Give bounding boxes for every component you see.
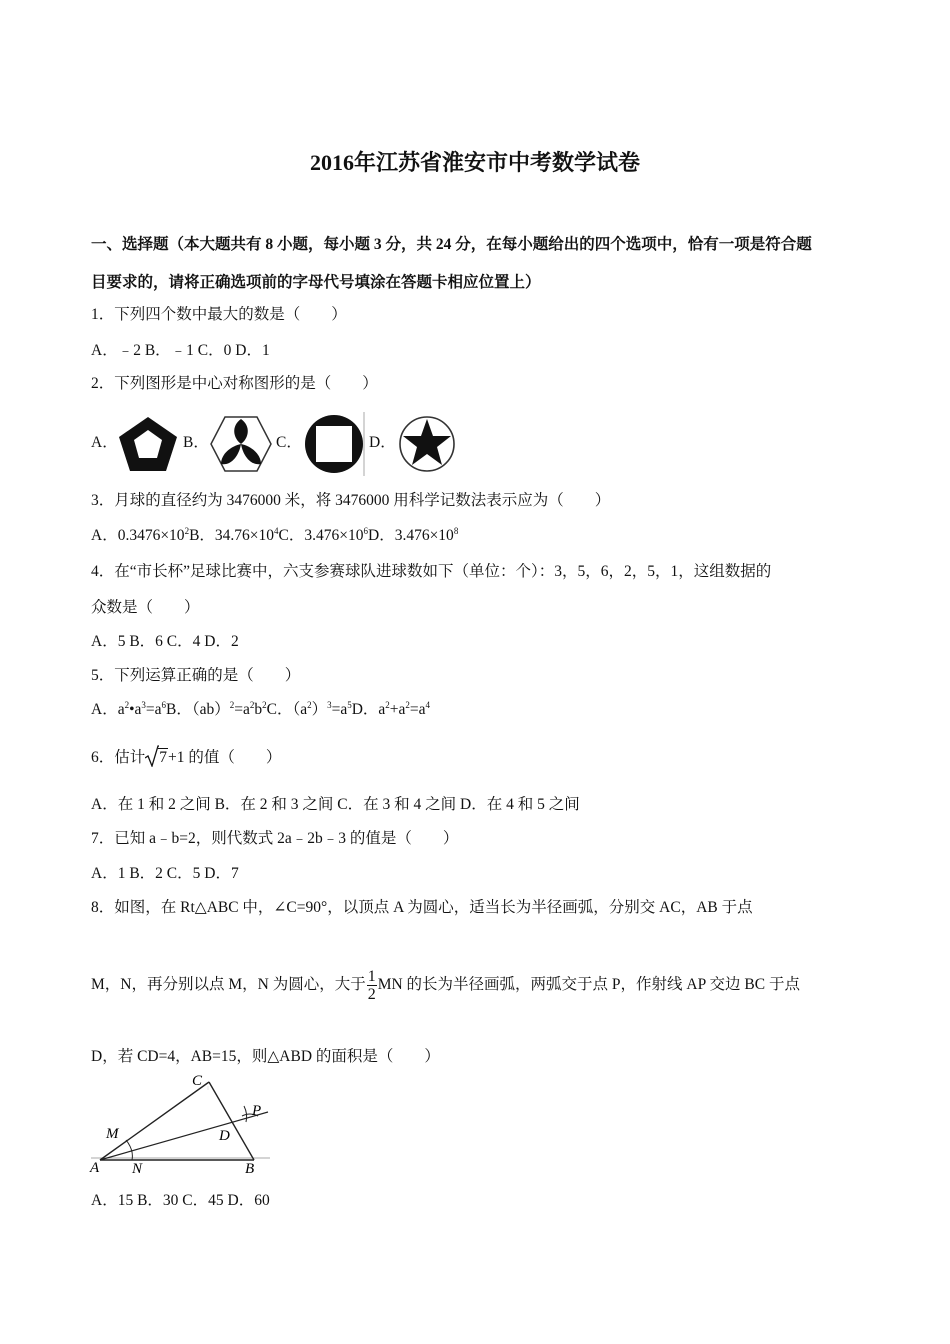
question-7-options: A．1 B．2 C．5 D．7: [91, 865, 239, 882]
page-title: 2016年江苏省淮安市中考数学试卷: [309, 150, 640, 175]
label-n: N: [132, 1161, 143, 1177]
circle-star-figure: [397, 414, 457, 474]
question-8-stem-line1: 8．如图，在 Rt△ABC 中，∠C=90°，以顶点 A 为圆心，适当长为半径画弧，分别交 AC，AB 于点: [91, 899, 753, 916]
option-c-label: C．: [276, 434, 302, 451]
label-c: C: [192, 1073, 203, 1089]
fraction-one-half: $\frac{1}{2}$: [367, 968, 376, 1003]
question-1-options: A．﹣2 B．﹣1 C．0 D．1: [91, 342, 270, 359]
triangle-figure: [88, 1068, 272, 1178]
question-8-stem-line2: M，N，再分别以点 M，N 为圆心，大于 $\frac{1}{2}$ MN 的长为半径画弧，两弧交于点 P，作射线 AP 交边 BC 于点: [91, 968, 800, 1003]
question-3-options: A．$0.3476\times 10^2B$．$34.76\times 10^4C$．$3.476\times 10^6D$．$3.476\times 10^8$: [91, 526, 459, 544]
option-d-label: D．: [369, 434, 396, 451]
label-m: M: [106, 1126, 119, 1142]
option-a-label: A．: [91, 434, 118, 451]
question-6-options: A．在 1 和 2 之间 B．在 2 和 3 之间 C．在 3 和 4 之间 D．在 4 和 5 之间: [91, 796, 580, 813]
circle-square-figure: [302, 412, 366, 476]
section-heading-line1: 一、选择题（本大题共有 8 小题，每小题 3 分，共 24 分，在每小题给出的四个选项中，恰有一项是符合题: [91, 236, 812, 253]
question-8-stem-line3: D，若 CD=4，AB=15，则△ABD 的面积是（ ）: [91, 1048, 440, 1065]
question-4-stem-line1: 4．在“市长杯”足球比赛中，六支参赛球队进球数如下（单位：个）：3，5，6，2，5，1，这组数据的: [91, 563, 772, 580]
question-1-stem: 1．下列四个数中最大的数是（ ）: [91, 306, 347, 323]
sqrt-symbol: 7: [145, 745, 168, 767]
question-5-options: A．$a^2•a^3=a^6B$．$(ab)^2=a^2b^2C$．$(a^2)^3=a^5D$．$a^2+a^2=a^4$: [91, 700, 431, 718]
question-3-stem: 3．月球的直径约为 3476000 米，将 3476000 用科学记数法表示应为（ ）: [91, 492, 611, 509]
option-b-label: B．: [183, 434, 209, 451]
label-d: D: [219, 1128, 230, 1144]
question-7-stem: 7．已知 a﹣b=2，则代数式 2a﹣2b﹣3 的值是（ ）: [91, 830, 459, 847]
label-p: P: [252, 1103, 262, 1119]
question-2-stem: 2．下列图形是中心对称图形的是（ ）: [91, 375, 378, 392]
question-4-stem-line2: 众数是（ ）: [91, 599, 200, 616]
label-a: A: [90, 1160, 100, 1176]
question-6-stem: 6．估计 7+1 的值（ ）: [91, 745, 281, 767]
question-5-stem: 5．下列运算正确的是（ ）: [91, 667, 301, 684]
question-4-options: A．5 B．6 C．4 D．2: [91, 633, 239, 650]
section-heading-line2: 目要求的，请将正确选项前的字母代号填涂在答题卡相应位置上）: [91, 274, 541, 291]
hexagon-figure: [209, 414, 273, 474]
label-b: B: [245, 1161, 255, 1177]
pentagon-figure: [116, 414, 180, 474]
question-8-options: A．15 B．30 C．45 D．60: [91, 1192, 270, 1209]
